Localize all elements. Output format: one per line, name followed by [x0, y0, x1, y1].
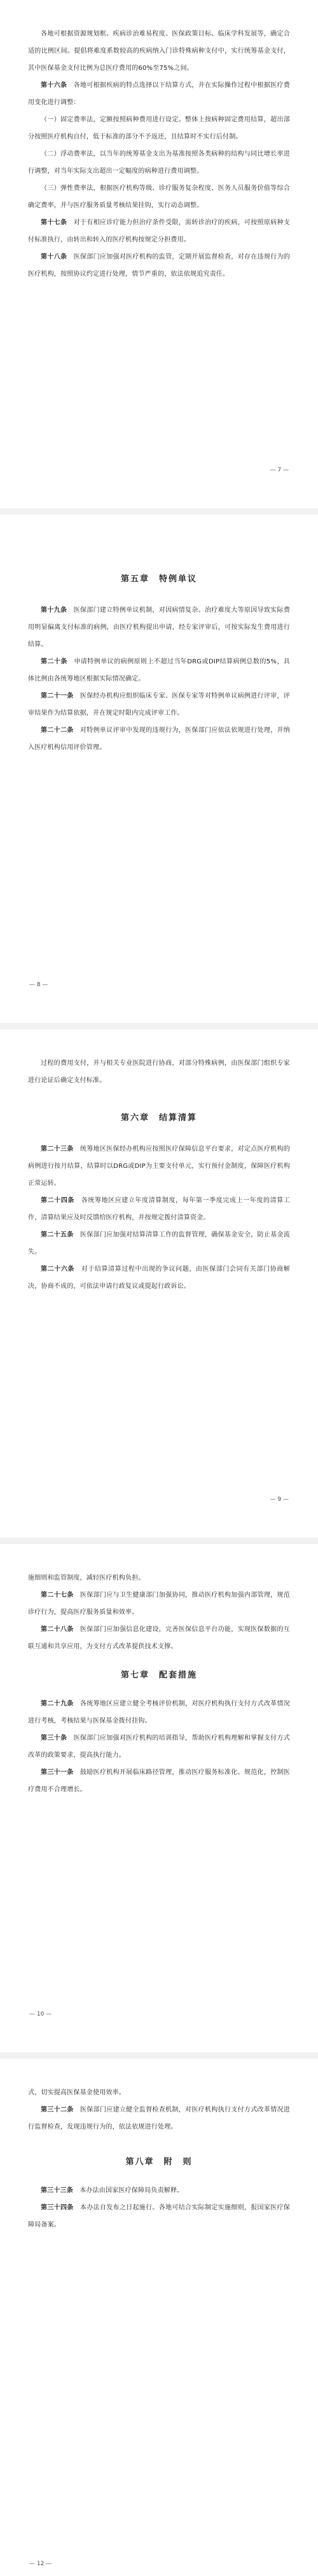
page-number: — 12 —: [29, 2561, 52, 2567]
paragraph: 第二十八条 医保部门应加强信息化建设，完善医保信息平台功能，实现医保数据的互联互通和共享应用，为支付方式改革提供技术支撑。: [28, 1626, 290, 1650]
paragraph: 第三十三条 本办法由国家医疗保障局负责解释。: [41, 2187, 184, 2194]
paragraph: 第十八条 医保部门应加强对医疗机构的监管，定期开展监督检查，对存在违规行为的医疗机构，按照协议约定进行处理，情节严重的，依法依规追究责任。: [28, 254, 290, 278]
page-number: — 8 —: [29, 982, 48, 988]
chapter-title: 第七章 配套措施: [120, 1671, 197, 1680]
paragraph: 第三十四条 本办法自发布之日起施行。各地可结合实际制定实施细则，报国家医疗保障局备案。: [28, 2204, 290, 2228]
paragraph: 第二十二条 对特例单议评审中发现的违规行为，医保部门应依法依规进行处理，并纳入医疗机构信用评价管理。: [28, 727, 290, 751]
paragraph: 第三十二条 医保部门应建立健全监督检查机制，对医疗机构执行支付方式改革情况进行监督检查，发现违规行为的，依法依规进行处理。: [28, 2106, 290, 2131]
page-number: — 10 —: [29, 2011, 52, 2017]
paragraph: 第二十四条 各统筹地区应建立年度清算制度，每年第一季度完成上一年度的清算工作，清算结果应及时反馈给医疗机构，并按规定拨付清算资金。: [28, 1197, 291, 1221]
page-number: — 7 —: [270, 467, 289, 473]
page-separator: [0, 1538, 318, 1544]
paragraph: 第二十七条 医保部门应与卫生健康部门加强协同，推动医疗机构加强内部管理，规范诊疗行为，提高医疗服务质量和效率。: [28, 1592, 290, 1616]
chapter-title: 第八章 附 则: [125, 2157, 193, 2167]
paragraph: 各地可根据资源规划框、疾病诊治难易程度、医保政策目标、临床学科发展等，确定合适的比例区间。提倡将难度系数较高的疾病纳入门诊特殊病种支付中，实行统筹基金支付，其中医保基金支付比例为总医疗费用的60%至75%之间。: [28, 31, 290, 72]
page-separator: [0, 2052, 318, 2059]
paragraph: （一）固定费率法，定额按照病种费用进行设定。整体上按病种固定费用结算，超出部分按照医疗机构自付，低于标准的部分不予返还，且结算时不实行后付制。: [28, 116, 290, 140]
paragraph: （二）浮动费率法，以当年的统筹基金支出为基准按照各类病种的结构与同比增长率进行调整，对当年实际支出超出一定幅度的病种进行费用调整。: [28, 151, 290, 175]
page-separator: [0, 508, 318, 515]
paragraph: 第二十六条 对于结算清算过程中出现的争议问题，由医保部门会同有关部门协商解决，协商不成的，可依法申请行政复议或提起行政诉讼。: [28, 1266, 291, 1290]
paragraph: 第二十条 申请特例单议的病例原则上不超过当年DRG或DIP结算病例总数的5%，具体比例由各统筹地区根据实际情况确定。: [28, 658, 290, 682]
paragraph: 第十七条 对于有相应诊疗能力但治疗条件受限，需转诊治疗的疾病，可按照原病种支付标准执行，由转出和转入的医疗机构按规定分担费用。: [28, 219, 290, 243]
paragraph: 第二十一条 医保经办机构应组织临床专家、医保专家等对特例单议病例进行评审，评审结果作为结算依据，并在规定时限内完成评审工作。: [28, 693, 290, 717]
document-page-2: [0, 515, 318, 1023]
document-page-4: [0, 1544, 318, 2052]
chapter-title: 第六章 结算清算: [120, 1113, 197, 1123]
chapter-title: 第五章 特例单议: [120, 574, 197, 584]
paragraph: 施细则和监管制度，减轻医疗机构负担。: [28, 1575, 145, 1582]
paragraph: 第三十一条 鼓励医疗机构开展临床路径管理，推动医疗服务标准化、规范化，控制医疗费用不合理增长。: [28, 1769, 290, 1793]
paragraph: 式，切实提高医保基金使用效率。: [28, 2089, 125, 2096]
page-separator: [0, 1023, 318, 1029]
paragraph: 第二十九条 各统筹地区应建立健全考核评价机制，对医疗机构执行支付方式改革情况进行考核，考核结果与医保基金拨付挂钩。: [28, 1700, 290, 1725]
paragraph: 第二十三条 统筹地区医保经办机构应按照医疗保障信息平台要求，对定点医疗机构的病例进行按月结算，结算时以DRG或DIP为主要支付单元，实行预付金制度，保障医疗机构正常运转。: [28, 1146, 290, 1187]
paragraph: 过程的费用支付，并与相关专业医院进行协商，对部分特殊病例，由医保部门组织专家进行论证后确定支付标准。: [28, 1060, 290, 1084]
document-page-3: [0, 1029, 318, 1538]
paragraph: 第二十五条 医保部门应加强对结算清算工作的监督管理，确保基金安全，防止基金流失。: [28, 1231, 290, 1256]
paragraph: 第十六条 各地可根据疾病的特点选择以下结算方式，并在实际操作过程中根据医疗费用变化进行调整：: [28, 82, 290, 106]
paragraph: 第三十条 医保部门应加强对医疗机构的培训指导，帮助医疗机构理解和掌握支付方式改革的政策要求，提高执行能力。: [28, 1735, 290, 1759]
document-page-5: [0, 2059, 318, 2567]
document-page-1: [0, 0, 318, 508]
paragraph: 第十九条 医保部门建立特例单议机制，对因病情复杂、治疗难度大等原因导致实际费用明显偏离支付标准的病例，由医疗机构提出申请，经专家评审后，可按实际发生费用进行结算。: [28, 607, 290, 648]
paragraph: （三）弹性费率法，根据医疗机构等级、诊疗服务复杂程度、医务人员服务价值等综合确定费率，并与医疗服务质量考核结果挂钩，实行动态调整。: [28, 185, 290, 209]
page-number: — 9 —: [270, 1496, 289, 1503]
